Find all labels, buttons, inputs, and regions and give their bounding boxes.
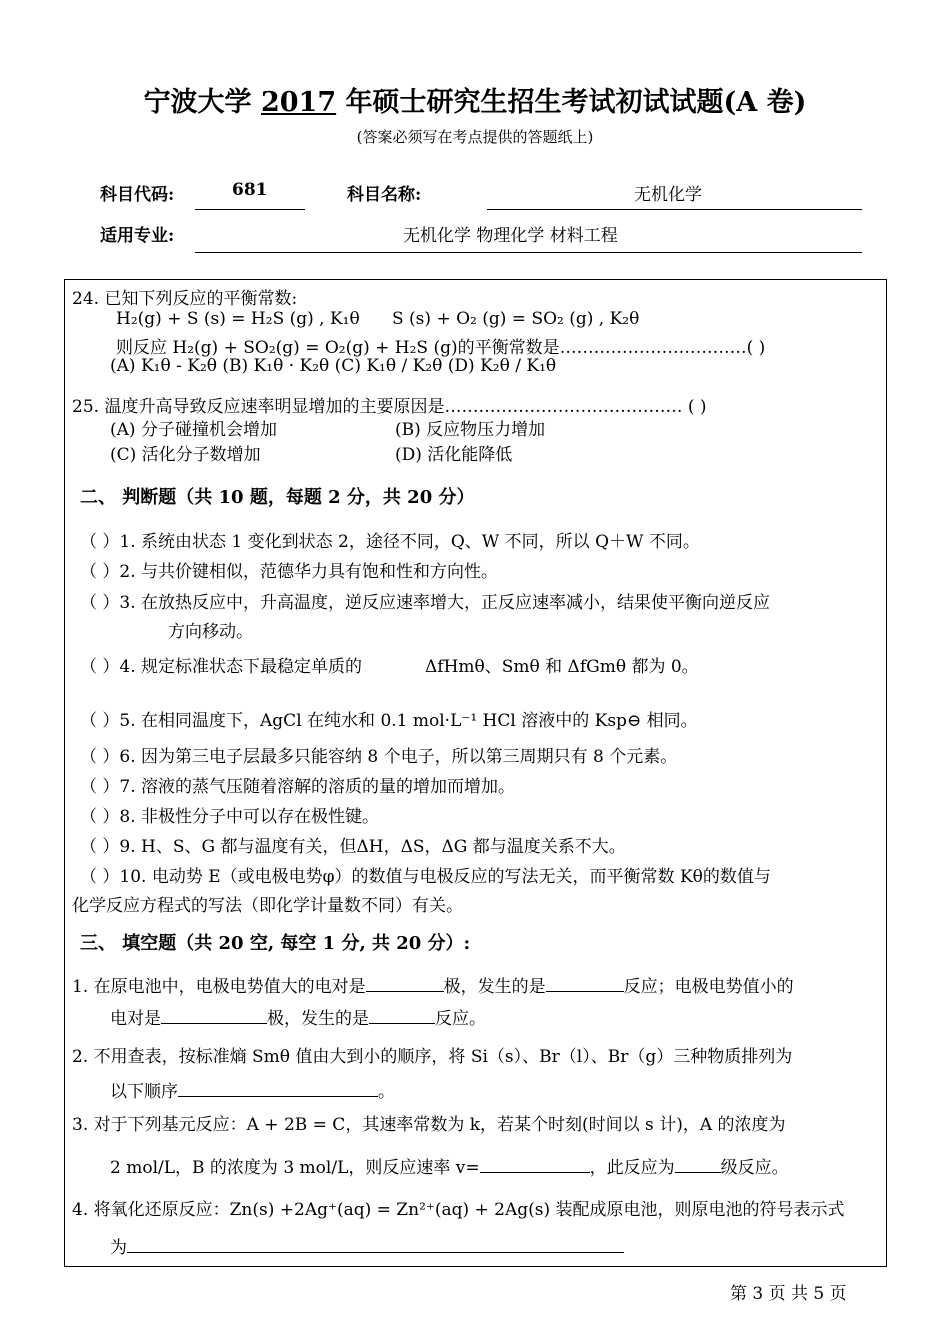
code-underline [195, 209, 305, 210]
name-underline [487, 209, 862, 210]
fill-q4-line2: 为 [110, 1233, 624, 1258]
q25-option-d: (D) 活化能降低 [395, 445, 513, 465]
judge-item-5: （ ）5. 在相同温度下，AgCl 在纯水和 0.1 mol·L⁻¹ HCl 溶液中的 Ksp⊖ 相同。 [80, 711, 698, 731]
fill-q2-line2: 以下顺序 。 [110, 1077, 395, 1102]
name-label: 科目名称: [347, 185, 422, 205]
code-label: 科目代码: [100, 185, 175, 205]
q25-option-b: (B) 反应物压力增加 [395, 420, 546, 440]
judge-heading: 二、 判断题（共 10 题，每题 2 分，共 20 分） [80, 487, 475, 508]
q25-stem: 25. 温度升高导致反应速率明显增加的主要原因是…………………………………… ( ) [72, 397, 707, 417]
fill-q3-line1: 3. 对于下列基元反应：A + 2B = C，其速率常数为 k，若某个时刻(时间以 s 计)，A 的浓度为 [72, 1115, 786, 1135]
fill-blank[interactable] [369, 1006, 435, 1024]
fill-blank[interactable] [178, 1079, 378, 1097]
major-value: 无机化学 物理化学 材料工程 [403, 226, 618, 246]
fill-blank[interactable] [161, 1006, 267, 1024]
q25-option-c: (C) 活化分子数增加 [110, 445, 261, 465]
judge-item-10: （ ）10. 电动势 E（或电极电势φ）的数值与电极反应的写法无关，而平衡常数 Kθ的数值与 [80, 867, 771, 887]
fill-q2-line1: 2. 不用查表，按标准熵 Smθ 值由大到小的顺序，将 Si（s）、Br（l）、Br（g）三种物质排列为 [72, 1047, 793, 1067]
major-label: 适用专业: [100, 226, 175, 246]
judge-item-3-cont: 方向移动。 [168, 622, 253, 642]
name-value: 无机化学 [634, 185, 702, 205]
judge-item-2: （ ）2. 与共价键相似，范德华力具有饱和性和方向性。 [80, 562, 499, 582]
q24-question: 则反应 H₂(g) + SO₂(g) = O₂(g) + H₂S (g)的平衡常数是……………………………( ) [116, 338, 766, 358]
title-year: 2017 [260, 87, 337, 118]
q24-reaction-1: H₂(g) + S (s) = H₂S (g) , K₁θ [116, 309, 360, 329]
q25-option-a: (A) 分子碰撞机会增加 [110, 420, 277, 440]
judge-item-6: （ ）6. 因为第三电子层最多只能容纳 8 个电子，所以第三周期只有 8 个元素。 [80, 747, 678, 767]
fill-q1-line1: 1. 在原电池中，电极电势值大的电对是 极，发生的是 反应；电极电势值小的 [72, 972, 794, 997]
judge-item-4-formula: ΔfHmθ、Smθ 和 ΔfGmθ 都为 0。 [425, 657, 699, 677]
page-title: 宁波大学 2017 年硕士研究生招生考试初试试题(A 卷) [143, 87, 807, 118]
q24-stem: 24. 已知下列反应的平衡常数: [72, 289, 298, 309]
judge-item-1: （ ）1. 系统由状态 1 变化到状态 2，途径不同，Q、W 不同，所以 Q＋W 不同。 [80, 532, 700, 552]
major-underline [195, 252, 862, 253]
q24-options: (A) K₁θ - K₂θ (B) K₁θ · K₂θ (C) K₁θ / K₂θ (D) K₂θ / K₁θ [110, 356, 557, 376]
fill-q1-line2: 电对是 极，发生的是 反应。 [110, 1004, 486, 1029]
code-value: 681 [232, 180, 268, 200]
answer-note: (答案必须写在考点提供的答题纸上) [356, 128, 594, 146]
fill-blank[interactable] [480, 1155, 590, 1173]
fill-q3-line2: 2 mol/L，B 的浓度为 3 mol/L，则反应速率 v= ，此反应为 级反应。 [110, 1153, 789, 1178]
fill-heading: 三、 填空题（共 20 空, 每空 1 分, 共 20 分）: [80, 933, 471, 954]
fill-blank[interactable] [366, 974, 444, 992]
judge-item-8: （ ）8. 非极性分子中可以存在极性键。 [80, 807, 380, 827]
judge-item-3: （ ）3. 在放热反应中，升高温度，逆反应速率增大，正反应速率减小，结果使平衡向逆反应 [80, 593, 771, 613]
judge-item-10-cont: 化学反应方程式的写法（即化学计量数不同）有关。 [72, 896, 463, 916]
fill-blank[interactable] [127, 1235, 624, 1253]
fill-blank[interactable] [675, 1155, 721, 1173]
q24-reaction-2: S (s) + O₂ (g) = SO₂ (g) , K₂θ [392, 309, 640, 329]
judge-item-9: （ ）9. H、S、G 都与温度有关，但ΔH，ΔS，ΔG 都与温度关系不大。 [80, 837, 626, 857]
fill-q4-line1: 4. 将氧化还原反应：Zn(s) +2Ag⁺(aq) = Zn²⁺(aq) + 2Ag(s) 装配成原电池，则原电池的符号表示式 [72, 1200, 845, 1220]
judge-item-7: （ ）7. 溶液的蒸气压随着溶解的溶质的量的增加而增加。 [80, 777, 516, 797]
fill-blank[interactable] [546, 974, 624, 992]
page-number: 第 3 页 共 5 页 [730, 1284, 847, 1304]
judge-item-4: （ ）4. 规定标准状态下最稳定单质的 [80, 657, 363, 677]
